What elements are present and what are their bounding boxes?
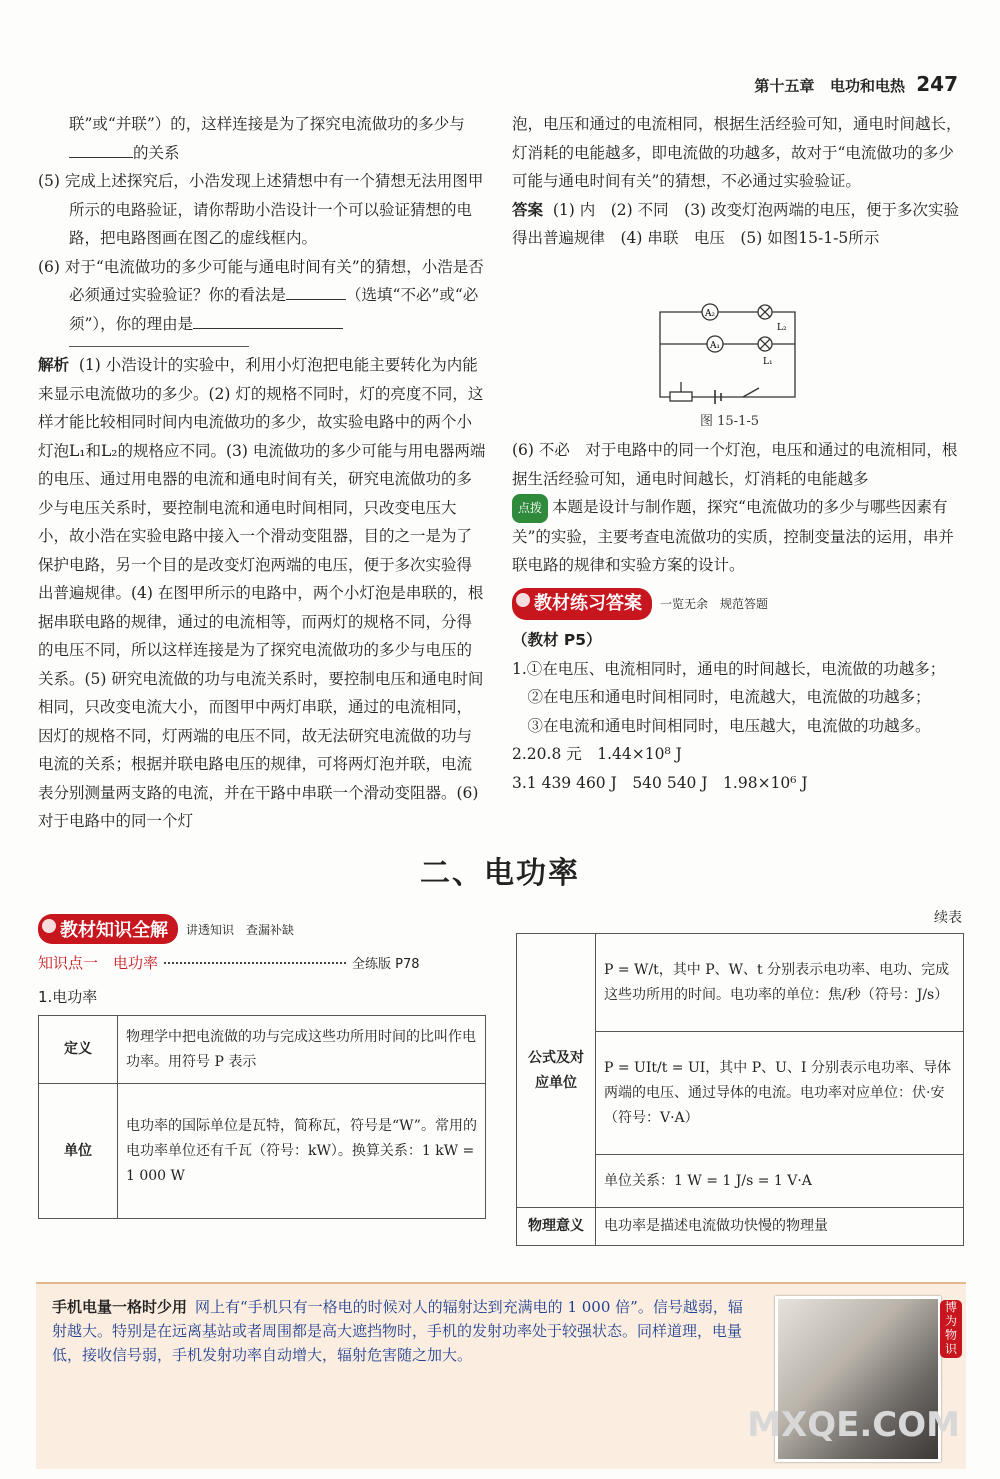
question-6: (6) 对于“电流做功的多少可能与通电时间有关”的猜想，小浩是否必须通过实验验证？你的看法是 （选填“不必”或“必须”），你的理由是 bbox=[38, 257, 484, 333]
table-row bbox=[39, 1016, 486, 1084]
table-row bbox=[517, 1208, 964, 1246]
exercise-banner bbox=[512, 588, 768, 621]
subheading: 1.电功率 bbox=[38, 988, 98, 1006]
knowledge-point-ref: 全练版 P78 bbox=[352, 957, 420, 972]
exercise-answer-1-2: ②在电压和通电时间相同时，电流越大，电流做的功越多； bbox=[527, 688, 931, 706]
analysis-continuation: 泡，电压和通过的电流相同，根据生活经验可知，通电时间越长，灯消耗的电能越多，即电流做的功越多，故对于“电流做功的多少可能与通电时间有关”的猜想，不必通过实验验证。 bbox=[512, 115, 962, 190]
row-value: 电功率是描述电流做功快慢的物理量 bbox=[596, 1208, 964, 1246]
q4-continuation: 联”或“并联”）的，这样连接是为了探究电流做功的多少与的关系 bbox=[69, 115, 465, 162]
exercise-answer-1-3: ③在电流和通电时间相同时，电压越大，电流做的功越多。 bbox=[527, 716, 931, 735]
exercise-answer-2: 2.20.8 元 1.44×10⁸ J bbox=[512, 745, 682, 763]
knowledge-banner-title: 教材知识全解 bbox=[38, 914, 178, 944]
exercise-answer-3: 3.1 439 460 J 540 540 J 1.98×10⁶ J bbox=[512, 773, 808, 792]
knowledge-banner bbox=[38, 914, 294, 944]
banner-title: 教材练习答案 bbox=[512, 588, 652, 621]
unit-relation: 单位关系：1 W = 1 J/s = 1 V·A bbox=[596, 1155, 964, 1208]
page-number: 247 bbox=[916, 72, 958, 96]
page-header bbox=[754, 72, 958, 96]
row-key: 公式及对应单位 bbox=[517, 934, 596, 1208]
side-tab: 博为物识 bbox=[940, 1300, 962, 1358]
row-value: 物理学中把电流做的功与完成这些功所用时间的比叫作电功率。用符号 P 表示 bbox=[118, 1016, 486, 1084]
knowledge-point-label: 知识点一 电功率 bbox=[38, 954, 159, 972]
right-column-lower bbox=[512, 436, 962, 797]
textbook-reference: （教材 P5） bbox=[512, 631, 602, 649]
answer-label: 答案 bbox=[512, 200, 544, 219]
analysis: 解析 (1) 小浩设计的实验中，利用小灯泡把电能主要转化为内能来显示电流做功的多少。(2) 灯的规格不同时，灯的亮度不同，这样才能比较相同时间内电流做功的多少，故实验电路中的两个小灯泡L₁和L₂的规格应不同。(3) 电流做功的多少可能与用电器两端的电压、通过用电器的电流和通电时间有关，研究电流做功的多少与电压关系时，要控制电流和通电时间相同，只改变电压大小，故小浩在实验电路中接入一个滑动变阻器，目的之一是为了保护电路，另一个目的是改变灯泡两端的电压，便于多次实验得出普遍规律。(4) 在图甲所示的电路中，两个小灯泡是串联的，根据串联电路的规律，通过的电流相等，而两灯的规格不同，分得的电压不同，所以这样连接是为了探究电流做功的多少与电压的关系。(5) 研究电流做的功与电流关系时，要控制电压和通电时间相同，只改变电流大小，而图甲中两灯串联，通过的电流相同，因灯的规格不同，灯两端的电压不同，故无法研究电流做的功与电流的关系；根据并联电路电压的规律，可将两灯泡并联，电流表分别测量两支路的电流，并在干路中串联一个滑动变阻器。(6) 对于电路中的同一个灯 bbox=[38, 356, 486, 830]
right-column bbox=[512, 110, 962, 253]
formula-2: P = UIt/t = UI，其中 P、U、I 分别表示电功率、导体两端的电压、通过导体的电流。电功率对应单位：伏·安（符号：V·A） bbox=[596, 1032, 964, 1155]
circuit-diagram bbox=[655, 302, 800, 407]
answer-line[interactable] bbox=[69, 346, 249, 347]
lamp-l2-label: L₂ bbox=[777, 323, 787, 333]
continued-table bbox=[516, 933, 964, 1246]
ammeter-a2-label: A₂ bbox=[704, 309, 716, 319]
analysis-label: 解析 bbox=[38, 356, 70, 374]
definition-table bbox=[38, 1015, 486, 1219]
answer-blank[interactable] bbox=[193, 312, 343, 329]
question-5: (5) 完成上述探究后，小浩发现上述猜想中有一个猜想无法用图甲所示的电路验证，请你帮助小浩设计一个可以验证猜想的电路，把电路图画在图乙的虚线框内。 bbox=[38, 172, 484, 247]
banner-subtitle: 一览无余 规范答题 bbox=[660, 596, 769, 611]
knowledge-point-heading bbox=[38, 952, 486, 973]
row-key: 单位 bbox=[39, 1084, 118, 1219]
tip-badge: 点拨 bbox=[512, 494, 548, 523]
footer-text: 手机电量一格时少用 网上有“手机只有一格电的时候对人的辐射达到充满电的 1 000 倍”。信号越弱，辐射越大。特别是在远离基站或者周围都是高大遮挡物时，手机的发射功率处于较强状态。同样道理，电量低，接收信号弱，手机发射功率自动增大，辐射危害随之加大。 bbox=[52, 1298, 743, 1364]
leader-dots bbox=[164, 962, 346, 964]
section-title: 二、电功率 bbox=[420, 856, 580, 891]
answer-blank[interactable] bbox=[286, 283, 346, 300]
footer-title: 手机电量一格时少用 bbox=[52, 1298, 188, 1316]
table-row bbox=[39, 1084, 486, 1219]
answer-6: (6) 不必 对于电路中的同一个灯泡，电压和通过的电流相同，根据生活经验可知，通电时间越长，灯消耗的电能越多 bbox=[512, 441, 958, 488]
left-column bbox=[38, 110, 486, 836]
knowledge-banner-subtitle: 讲透知识 查漏补缺 bbox=[186, 922, 295, 937]
tip: 点拨 本题是设计与制作题，探究“电流做功的多少与哪些因素有关”的实验，主要考查电流做功的实质，控制变量法的运用，串并联电路的规律和实验方案的设计。 bbox=[512, 493, 962, 580]
exercise-answer-1-1: 1.①在电压、电流相同时，通电的时间越长，电流做的功越多； bbox=[512, 659, 946, 678]
formula-1: P = W/t，其中 P、W、t 分别表示电功率、电功、完成这些功所用的时间。电功率的单位：焦/秒（符号：J/s） bbox=[596, 934, 964, 1032]
figure-caption: 图 15-1-5 bbox=[700, 414, 760, 429]
row-key: 定义 bbox=[39, 1016, 118, 1084]
chapter-label: 第十五章 bbox=[754, 77, 815, 95]
lamp-l1-label: L₁ bbox=[763, 357, 773, 367]
continued-label: 续表 bbox=[934, 910, 962, 926]
watermark: MXQE.COM bbox=[747, 1405, 960, 1445]
ammeter-a1-label: A₁ bbox=[709, 341, 721, 351]
row-value: 电功率的国际单位是瓦特，简称瓦，符号是“W”。常用的电功率单位还有千瓦（符号：kW）。换算关系：1 kW = 1 000 W bbox=[118, 1084, 486, 1219]
table-row bbox=[517, 934, 964, 1032]
row-key: 物理意义 bbox=[517, 1208, 596, 1246]
answer: 答案 (1) 内 (2) 不同 (3) 改变灯泡两端的电压，便于多次实验得出普遍规律 (4) 串联 电压 (5) 如图15-1-5所示 bbox=[512, 200, 960, 247]
answer-blank[interactable] bbox=[69, 141, 133, 158]
chapter-title: 电功和电热 bbox=[830, 77, 906, 95]
